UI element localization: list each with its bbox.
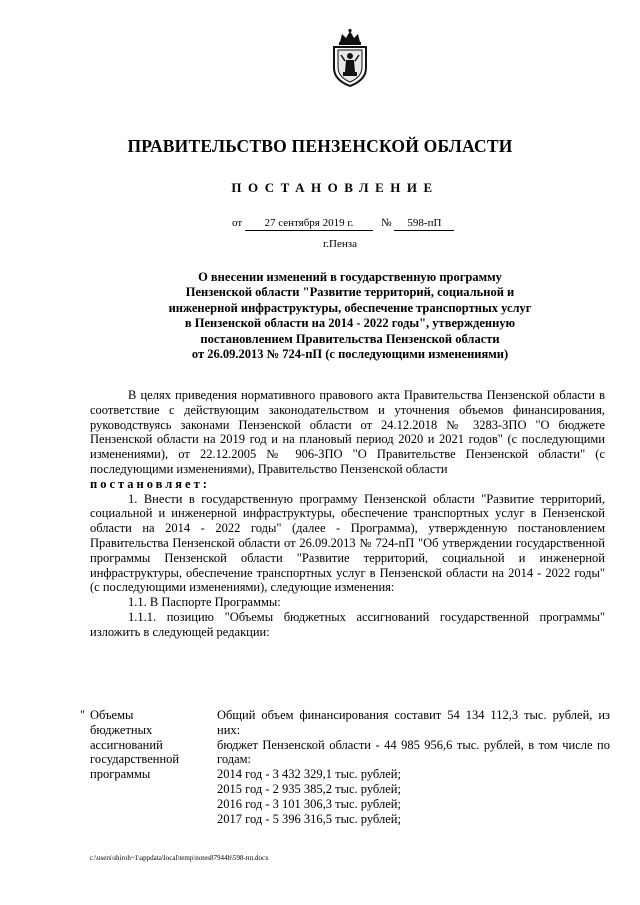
- preamble-paragraph: В целях приведения нормативного правового акта Правительства Пензенской области в соответствие с действующим законодательством и уточнения объемов финансирования, руководствуясь законами Пензенской области от 24.12.2018 № 3283-ЗПО "О бюджете Пензенской области на 2019 год и на плановый период 2020 и 2021 годов" (с последующими изменениями), от 22.12.2005 № 906-ЗПО "О Правительстве Пензенской области" (с последующими изменениями), Правительство Пензенской области: [90, 388, 605, 476]
- document-type-title: ПОСТАНОВЛЕНИЕ: [231, 180, 439, 195]
- date-number-row: [232, 217, 454, 231]
- number-prefix: №: [381, 217, 392, 229]
- table-label-cell: [90, 708, 215, 782]
- coat-of-arms-icon: [326, 28, 374, 88]
- content-line: бюджет Пензенской области - 44 985 956,6 тыс. рублей, в том числе по годам:: [217, 737, 610, 767]
- government-title: ПРАВИТЕЛЬСТВО ПЕНЗЕНСКОЙ ОБЛАСТИ: [127, 136, 513, 156]
- decree-word: постановляет:: [90, 476, 210, 491]
- city-name: г.Пенза: [323, 238, 357, 250]
- document-subject: [130, 270, 570, 362]
- document-body: [90, 388, 605, 640]
- table-content-cell: [217, 708, 610, 826]
- content-line: Общий объем финансирования составит 54 134 112,3 тыс. рублей, из них:: [217, 708, 610, 737]
- label-line: программы: [90, 767, 151, 782]
- subject-line: постановлением Правительства Пензенской области: [200, 331, 500, 346]
- item-1-paragraph: 1. Внести в государственную программу Пензенской области "Развитие территорий, социальной и инженерной инфраструктуры, обеспечение транспортных услуг в Пензенской области на 2014 - 2022 годы" (далее - Программа), утвержденную постановлением Правительства Пензенской области от 26.09.2013 № 724-пП "Об утверждении государственной программы Пензенской области "Развитие территорий, социальной и инженерной инфраструктуры, обеспечение транспортных услуг в Пензенской области на 2014 - 2022 годы" (с последующими изменениями), следующие изменения:: [90, 491, 605, 595]
- item-1-1-1-paragraph: 1.1.1. позицию "Объемы бюджетных ассигнований государственной программы" изложить в следующей редакции:: [90, 609, 605, 639]
- document-date: 27 сентября 2019 г.: [245, 217, 373, 231]
- subject-line: от 26.09.2013 № 724-пП (с последующими изменениями): [191, 347, 509, 362]
- content-line: 2016 год - 3 101 306,3 тыс. рублей;: [217, 796, 401, 811]
- content-line: 2017 год - 5 396 316,5 тыс. рублей;: [217, 811, 401, 826]
- content-line: 2015 год - 2 935 385,2 тыс. рублей;: [217, 781, 401, 796]
- label-line: государственной: [90, 752, 180, 767]
- label-line: бюджетных: [90, 722, 153, 737]
- label-line: ассигнований: [90, 737, 163, 752]
- opening-quote: ": [80, 708, 86, 722]
- subject-line: инженерной инфраструктуры, обеспечение транспортных услуг: [168, 300, 532, 315]
- subject-line: в Пензенской области на 2014 - 2022 годы", утвержденную: [184, 316, 516, 331]
- document-number: 598-пП: [394, 217, 454, 231]
- item-1-1-paragraph: 1.1. В Паспорте Программы:: [128, 595, 281, 610]
- content-line: 2014 год - 3 432 329,1 тыс. рублей;: [217, 767, 401, 782]
- file-path-footer: c:\users\shiroh~1\appdata\local\temp\notes87944b\598-пп.docx: [90, 854, 269, 862]
- date-prefix: от: [232, 217, 243, 229]
- label-line: Объемы: [90, 708, 134, 722]
- subject-line: Пензенской области "Развитие территорий, социальной и: [185, 285, 515, 300]
- subject-line: О внесении изменений в государственную программу: [198, 270, 502, 284]
